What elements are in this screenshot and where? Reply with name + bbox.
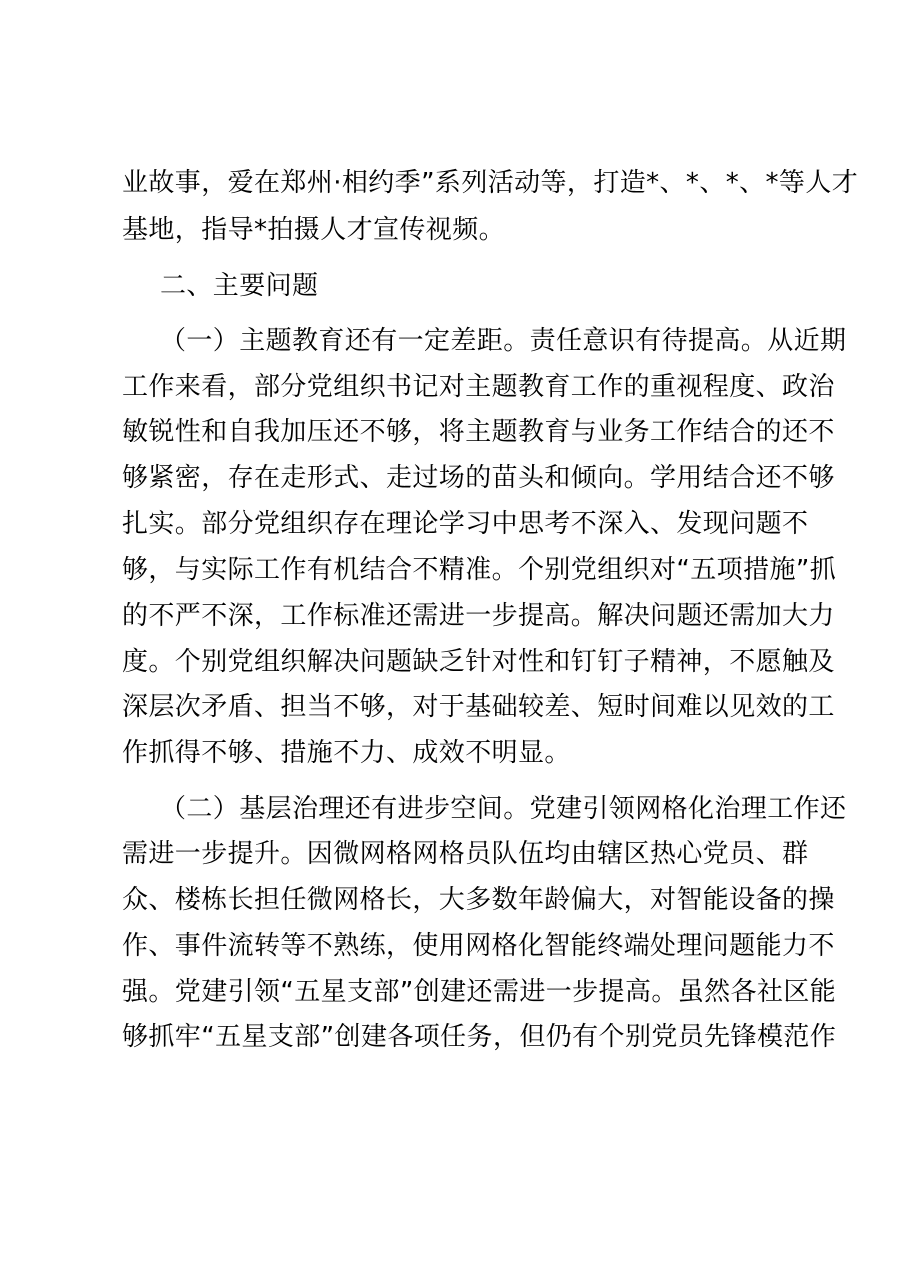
text-line: 深层次矛盾、担当不够，对于基础较差、短时间难以见效的工 xyxy=(122,692,835,722)
text-line: 基地，指导*拍摄人才宣传视频。 xyxy=(122,215,506,245)
text-line: 作、事件流转等不熟练，使用网格化智能终端处理问题能力不 xyxy=(122,931,835,961)
text-line: 强。党建引领“五星支部”创建还需进一步提高。虽然各社区能 xyxy=(122,977,837,1007)
section-heading: 二、主要问题 xyxy=(160,271,319,301)
text-line: （一）主题教育还有一定差距。责任意识有待提高。从近期 xyxy=(160,326,847,356)
text-line: 作抓得不够、措施不力、成效不明显。 xyxy=(122,738,571,768)
text-line: 工作来看，部分党组织书记对主题教育工作的重视程度、政治 xyxy=(122,372,835,402)
text-line: 扎实。部分党组织存在理论学习中思考不深入、发现问题不 xyxy=(122,509,809,539)
text-line: 的不严不深，工作标准还需进一步提高。解决问题还需加大力 xyxy=(122,601,835,631)
text-line: 需进一步提升。因微网格网格员队伍均由辖区热心党员、群 xyxy=(122,839,809,869)
text-line: 够，与实际工作有机结合不精准。个别党组织对“五项措施”抓 xyxy=(122,555,837,585)
text-line: 业故事，爱在郑州·相约季”系列活动等，打造*、*、*、*等人才 xyxy=(122,168,859,198)
text-line: 众、楼栋长担任微网格长，大多数年龄偏大，对智能设备的操 xyxy=(122,885,835,915)
text-line: 够抓牢“五星支部”创建各项任务，但仍有个别党员先锋模范作 xyxy=(122,1022,837,1052)
text-line: （二）基层治理还有进步空间。党建引领网格化治理工作还 xyxy=(160,794,847,824)
text-line: 够紧密，存在走形式、走过场的苗头和倾向。学用结合还不够 xyxy=(122,463,835,493)
text-line: 敏锐性和自我加压还不够，将主题教育与业务工作结合的还不 xyxy=(122,417,835,447)
text-line: 度。个别党组织解决问题缺乏针对性和钉钉子精神，不愿触及 xyxy=(122,647,835,677)
